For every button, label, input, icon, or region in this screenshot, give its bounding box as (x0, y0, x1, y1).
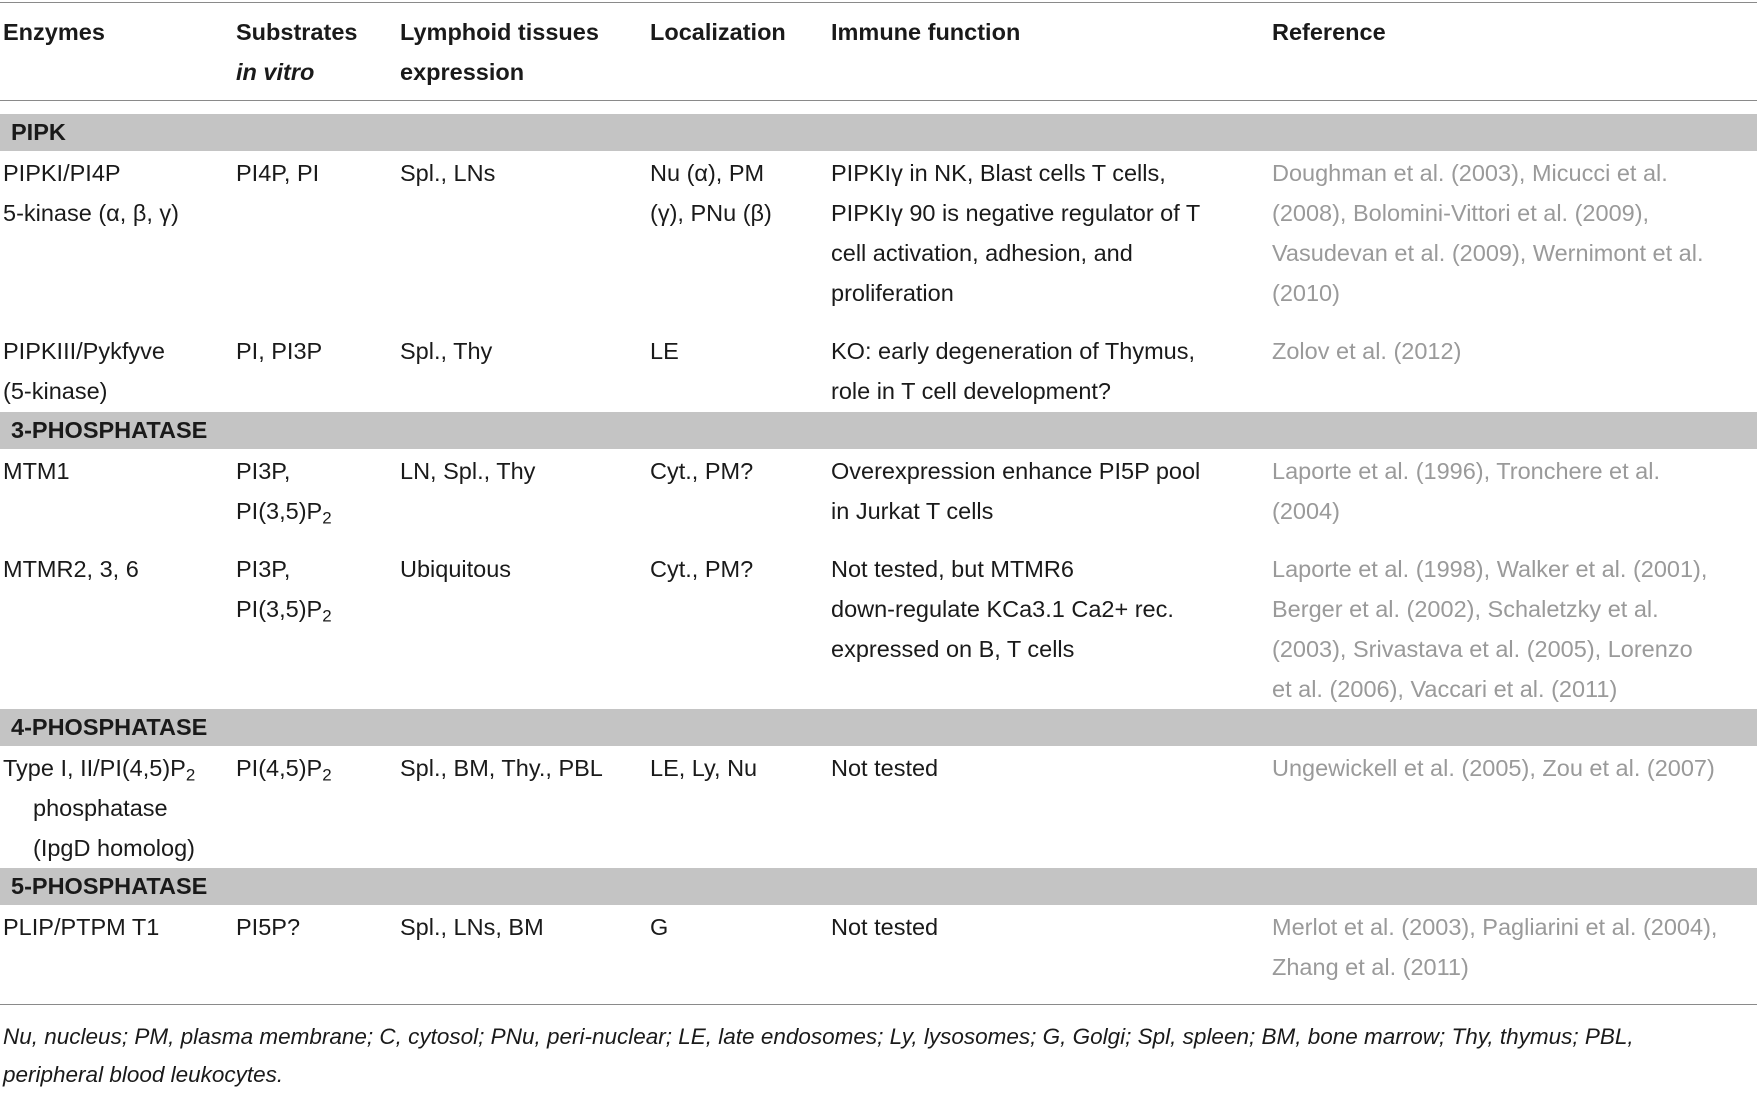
footnote-line-2: peripheral blood leukocytes. (3, 1062, 284, 1087)
reference-link[interactable]: Doughman et al. (2003), (1272, 160, 1526, 186)
immune-function-cell: Overexpression enhance PI5P pool in Jurkat T cells (831, 458, 1201, 524)
localization-cell: LE (650, 338, 679, 364)
section-band-5-phosphatase (0, 868, 1757, 905)
reference-link[interactable]: (2003), (1272, 636, 1347, 662)
header-rule (0, 100, 1757, 101)
table-footnote (3, 1018, 1634, 1094)
table-bottom-rule (0, 1004, 1757, 1005)
header-lymphoid-sub: expression (400, 59, 525, 85)
lymphoid-cell: LN, Spl., Thy (400, 458, 536, 484)
localization-cell: G (650, 914, 669, 940)
reference-cell (1272, 153, 1704, 313)
enzyme-cell: PLIP/PTPM T1 (3, 914, 160, 940)
enzyme-cell: MTM1 (3, 458, 70, 484)
reference-link[interactable]: Laporte et al. (1996), (1272, 458, 1491, 484)
reference-link[interactable]: Laporte et al. (1998), (1272, 556, 1491, 582)
reference-link[interactable]: Micucci et al. (1531, 160, 1668, 186)
section-label-pipk: PIPK (11, 119, 66, 145)
substrates-cell: PI5P? (236, 914, 301, 940)
reference-cell (1272, 748, 1715, 788)
enzyme-cell: Type I, $II/PI(4,5)P_2$ phosphatase (IpgD homolog) (3, 755, 196, 861)
section-label-3-phosphatase: 3-PHOSPHATASE (11, 417, 208, 443)
table-top-rule (0, 2, 1757, 3)
reference-link[interactable]: Zolov et al. (2012) (1272, 338, 1462, 364)
section-label-5-phosphatase: 5-PHOSPHATASE (11, 873, 208, 899)
header-immune-function: Immune function (831, 19, 1021, 45)
immune-function-cell: Not tested, but MTMR6 down-regulate KCa3.1 Ca2+ rec. expressed on B, T cells (831, 556, 1174, 662)
reference-cell (1272, 907, 1717, 987)
reference-cell (1272, 549, 1707, 709)
localization-cell: Cyt., PM? (650, 458, 754, 484)
header-lymphoid: Lymphoid tissues (400, 19, 599, 45)
header-reference: Reference (1272, 19, 1386, 45)
reference-link[interactable]: Vasudevan et al. (2009), (1272, 240, 1527, 266)
reference-link[interactable]: Vaccari et al. (2011) (1410, 676, 1618, 702)
reference-link[interactable]: Srivastava et al. (2005), (1353, 636, 1602, 662)
reference-link[interactable]: Schaletzky et al. (1487, 596, 1659, 622)
reference-link[interactable]: Merlot et al. (2003), (1272, 914, 1476, 940)
reference-link[interactable]: Berger et al. (2002), (1272, 596, 1481, 622)
reference-link[interactable]: (2004) (1272, 498, 1340, 524)
immune-function-cell: PIPKIγ in NK, Blast cells T cells, PIPKIγ 90 is negative regulator of T cell activation, adhesion, and proliferation (831, 160, 1201, 306)
section-band-pipk (0, 114, 1757, 151)
reference-link[interactable]: Tronchere et al. (1496, 458, 1660, 484)
reference-link[interactable]: Wernimont et al. (1532, 240, 1704, 266)
lymphoid-cell: Spl., LNs, BM (400, 914, 544, 940)
enzyme-cell: MTMR2, 3, 6 (3, 556, 139, 582)
reference-link[interactable]: Bolomini-Vittori et al. (2009), (1353, 200, 1650, 226)
reference-cell (1272, 451, 1660, 531)
header-enzymes: Enzymes (3, 19, 105, 45)
reference-link[interactable]: Zhang et al. (2011) (1272, 954, 1469, 980)
reference-link[interactable]: Pagliarini et al. (2004), (1482, 914, 1718, 940)
immune-function-cell: Not tested (831, 914, 939, 940)
footnote-line-1: Nu, nucleus; PM, plasma membrane; C, cytosol; PNu, peri-nuclear; LE, late endosomes; Ly, lysosomes; G, Golgi; Spl, spleen; BM, bone marrow; Thy, thymus; PBL, (3, 1024, 1634, 1049)
reference-link[interactable]: Walker et al. (2001), (1496, 556, 1708, 582)
lymphoid-cell: Spl., Thy (400, 338, 493, 364)
substrates-cell: $PI(4,5)P_2$ (236, 755, 332, 785)
immune-function-cell: Not tested (831, 755, 939, 781)
reference-link[interactable]: Lorenzo (1607, 636, 1693, 662)
section-label-4-phosphatase: 4-PHOSPHATASE (11, 714, 208, 740)
enzyme-cell: PIPKIII/Pykfyve (5-kinase) (3, 338, 165, 404)
reference-link[interactable]: et al. (2006), (1272, 676, 1404, 702)
lymphoid-cell: Ubiquitous (400, 556, 512, 582)
substrates-cell: PI3P, $PI(3,5)P_2$ (236, 556, 332, 626)
localization-cell: Nu (α), PM (γ), PNu (β) (650, 160, 772, 226)
header-substrates: Substrates (236, 19, 358, 45)
reference-link[interactable]: (2008), (1272, 200, 1347, 226)
localization-cell: Cyt., PM? (650, 556, 754, 582)
section-band-3-phosphatase (0, 412, 1757, 449)
substrates-cell: PI, PI3P (236, 338, 323, 364)
reference-cell (1272, 331, 1461, 371)
section-band-4-phosphatase (0, 709, 1757, 746)
immune-function-cell: KO: early degeneration of Thymus, role in T cell development? (831, 338, 1196, 404)
reference-link[interactable]: Ungewickell et al. (2005), (1272, 755, 1536, 781)
lymphoid-cell: Spl., LNs (400, 160, 496, 186)
lymphoid-cell: Spl., BM, Thy., PBL (400, 755, 603, 781)
reference-link[interactable]: (2010) (1272, 280, 1340, 306)
reference-link[interactable]: Zou et al. (2007) (1542, 755, 1715, 781)
substrates-cell: PI4P, PI (236, 160, 320, 186)
header-localization: Localization (650, 19, 786, 45)
substrates-cell: PI3P, $PI(3,5)P_2$ (236, 458, 332, 528)
header-substrates-sub: in vitro (236, 59, 315, 85)
enzyme-cell: PIPKI/PI4P 5-kinase (α, β, γ) (3, 160, 179, 226)
localization-cell: LE, Ly, Nu (650, 755, 758, 781)
